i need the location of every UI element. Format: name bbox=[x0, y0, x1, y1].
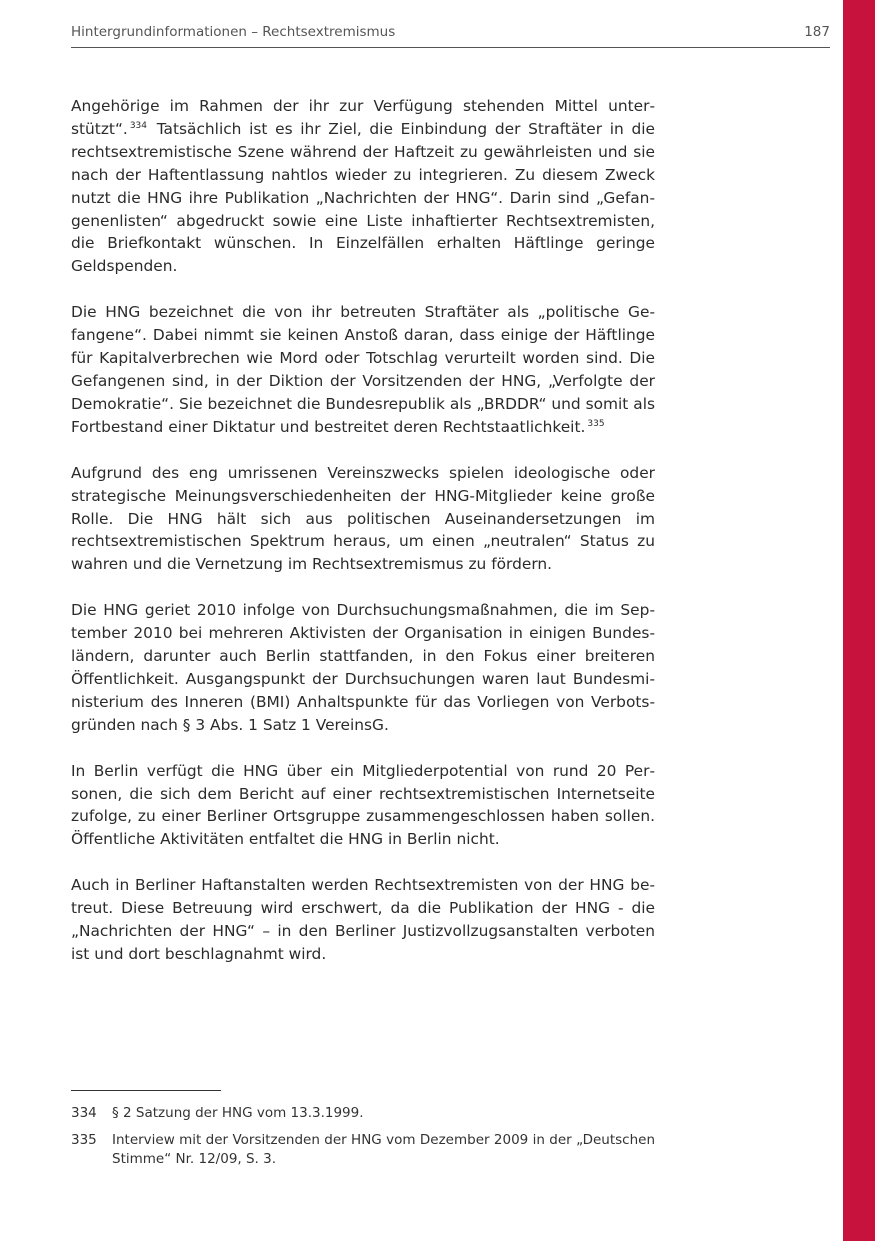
paragraph-2 bbox=[71, 301, 655, 438]
footnote-text: Interview mit der Vorsitzenden der HNG vom Dezember 2009 in der „Deutschen Stimme“ Nr. 12/09, S. 3. bbox=[112, 1132, 655, 1167]
footnote-number: 335 bbox=[71, 1132, 97, 1148]
body-text bbox=[71, 95, 655, 989]
paragraph-5: In Berlin verfügt die HNG über ein Mitgliederpotential von rund 20 Personen, die sich dem Bericht auf einer rechtsextremistischen Internetseite zufolge, zu einer Berliner Ortsgruppe zusammengeschlossen haben sollen. Öffentliche Aktivitäten entfaltet die HNG in Berlin nicht. bbox=[71, 761, 655, 849]
footnote-text: § 2 Satzung der HNG vom 13.3.1999. bbox=[112, 1105, 364, 1121]
footnote-334 bbox=[71, 1104, 655, 1123]
footnote-number: 334 bbox=[71, 1105, 97, 1121]
paragraph-4: Die HNG geriet 2010 infolge von Durchsuchungsmaßnahmen, die im September 2010 bei mehreren Aktivisten der Organisation in einigen Bundesländern, darunter auch Berlin stattfanden, in den Fokus einer breiteren Öffentlichkeit. Ausgangspunkt der Durchsuchungen waren laut Bundesministerium des Inneren (BMI) Anhaltspunkte für das Vorliegen von Verbotsgründen nach § 3 Abs. 1 Satz 1 VereinsG. bbox=[71, 601, 655, 734]
footnote-ref-335: 335 bbox=[587, 418, 605, 429]
paragraph-3: Aufgrund des eng umrissenen Vereinszwecks spielen ideologische oder strategische Meinungsverschiedenheiten der HNG-Mitglieder keine große Rolle. Die HNG hält sich aus politischen Auseinandersetzungen im rechtsextremistischen Spektrum heraus, um einen „neutralen“ Status zu wahren und die Vernetzung im Rechtsextremismus zu fördern. bbox=[71, 463, 655, 574]
accent-sidebar-bar bbox=[843, 0, 875, 1241]
paragraph-1-part-b: Tatsächlich ist es ihr Ziel, die Einbindung der Straftäter in die rechtsextremistische Szene während der Haftzeit zu gewährleisten und sie nach der Haftentlassung nahtlos wieder zu integrieren. Zu diesem Zweck nutzt die HNG ihre Publikation „Nachrichten der HNG“. Darin sind „Gefangenenlisten“ abgedruckt sowie eine Liste inhaftierter Rechtsextremisten, die Briefkontakt wünschen. In Einzelfällen erhalten Häftlinge geringe Geldspenden. bbox=[71, 119, 655, 276]
paragraph-6: Auch in Berliner Haftanstalten werden Rechtsextremisten von der HNG betreut. Diese Betreuung wird erschwert, da die Publikation der HNG - die „Nachrichten der HNG“ – in den Berliner Justizvollzugsanstalten verboten ist und dort beschlagnahmt wird. bbox=[71, 876, 655, 963]
paragraph-1 bbox=[71, 95, 655, 278]
footnote-divider bbox=[71, 1090, 221, 1091]
footnotes bbox=[71, 1104, 655, 1177]
page-number: 187 bbox=[804, 24, 830, 40]
header-title: Hintergrundinformationen – Rechtsextremismus bbox=[71, 24, 396, 40]
paragraph-2-text: Die HNG bezeichnet die von ihr betreuten Straftäter als „politische Gefangene“. Dabei nimmt sie keinen Anstoß daran, dass einige der Häftlinge für Kapitalverbrechen wie Mord oder Totschlag verurteilt worden sind. Die Gefangenen sind, in der Diktion der Vorsitzenden der HNG, „Verfolgte der Demokratie“. Sie bezeichnet die Bundesrepublik als „BRDDR“ und somit als Fortbestand einer Diktatur und bestreitet deren Rechtstaatlichkeit. bbox=[71, 303, 655, 436]
footnote-335 bbox=[71, 1131, 655, 1169]
footnote-ref-334: 334 bbox=[129, 120, 148, 131]
paragraph-1-part-a: Angehörige im Rahmen der ihr zur Verfügung stehenden Mittel unterstützt“. bbox=[71, 97, 655, 138]
running-header bbox=[71, 23, 830, 48]
